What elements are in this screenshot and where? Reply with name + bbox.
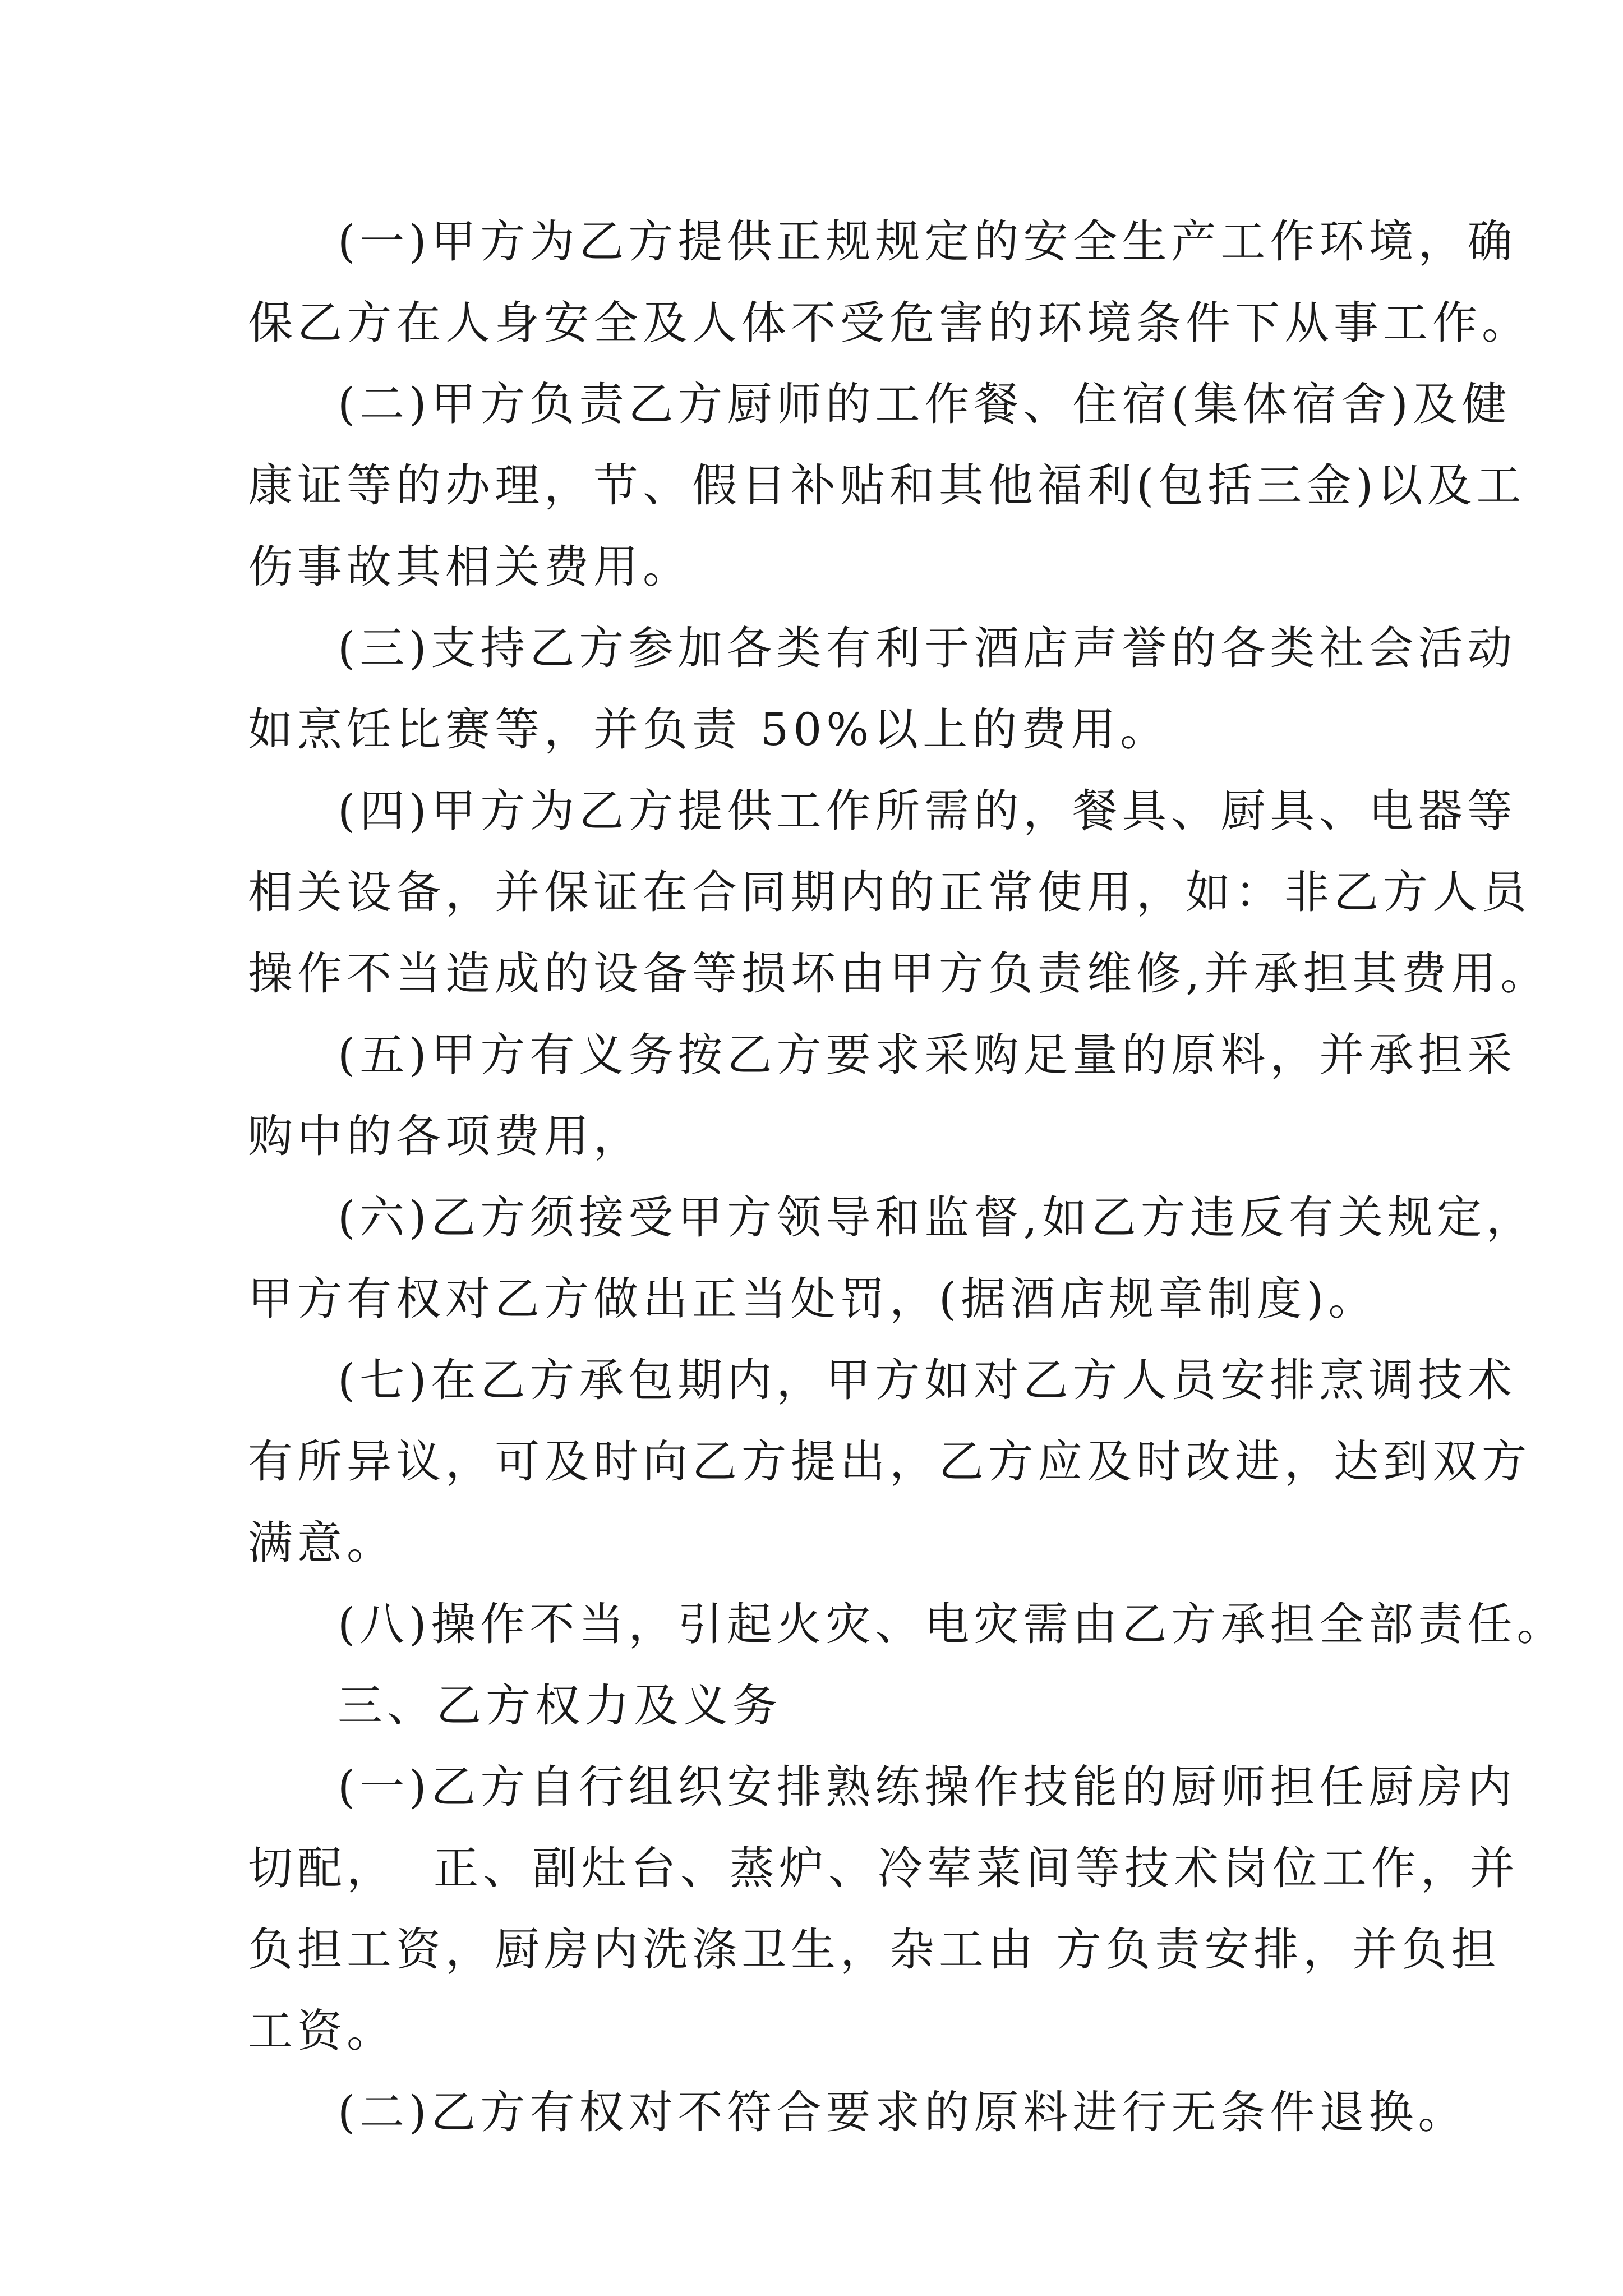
text-line: (一)乙方自行组织安排熟练操作技能的厨师担任厨房内: [338, 1761, 1517, 1813]
paragraph-7: [248, 1340, 1531, 1584]
heading-line: 三、乙方权力及义务: [338, 1680, 782, 1732]
text-line: (二)甲方负责乙方厨师的工作餐、住宿(集体宿舍)及健: [338, 378, 1511, 430]
text-line: 满意。: [248, 1517, 396, 1569]
text-line: 切配， 正、副灶台、蒸炉、冷荤菜间等技术岗位工作，并: [248, 1842, 1519, 1894]
text-line: 康证等的办理，节、假日补贴和其他福利(包括三金)以及工: [248, 459, 1526, 512]
text-line: (三)支持乙方参加各类有利于酒店声誉的各类社会活动: [338, 622, 1517, 674]
paragraph-6: [248, 1177, 1536, 1340]
text-line: 工资。: [248, 2005, 396, 2057]
text-line: (五)甲方有义务按乙方要求采购足量的原料，并承担采: [338, 1029, 1517, 1081]
text-line: 伤事故其相关费用。: [248, 541, 692, 593]
text-line: 如烹饪比赛等，并负责 50%以上的费用。: [248, 703, 1170, 756]
text-line: 操作不当造成的设备等损坏由甲方负责维修,并承担其费用。: [248, 947, 1550, 1000]
paragraph-10: [248, 2072, 1468, 2153]
text-line: (四)甲方为乙方提供工作所需的，餐具、厨具、电器等: [338, 785, 1517, 837]
text-line: 保乙方在人身安全及人体不受危害的环境条件下从事工作。: [248, 297, 1531, 349]
paragraph-4: [248, 770, 1550, 1014]
text-line: (一)甲方为乙方提供正规规定的安全生产工作环境，确: [338, 215, 1517, 268]
text-line: (二)乙方有权对不符合要求的原料进行无条件退换。: [338, 2086, 1468, 2138]
text-line: (七)在乙方承包期内，甲方如对乙方人员安排烹调技术: [338, 1354, 1517, 1406]
text-line: 负担工资，厨房内洗涤卫生，杂工由 方负责安排，并负担: [248, 1924, 1501, 1976]
text-line: 购中的各项费用，: [248, 1110, 643, 1162]
paragraph-1: [248, 201, 1531, 364]
paragraph-8: [248, 1584, 1566, 1665]
section-heading: [248, 1665, 1392, 1746]
paragraph-5: [248, 1014, 1517, 1177]
paragraph-3: [248, 608, 1517, 770]
text-line: 相关设备，并保证在合同期内的正常使用，如：非乙方人员: [248, 866, 1531, 918]
text-line: (六)乙方须接受甲方领导和监督,如乙方违反有关规定，: [338, 1191, 1536, 1244]
paragraph-9: [248, 1746, 1519, 2072]
text-line: (八)操作不当，引起火灾、电灾需由乙方承担全部责任。: [338, 1598, 1566, 1650]
paragraph-2: [248, 364, 1526, 608]
text-line: 甲方有权对乙方做出正当处罚，(据酒店规章制度)。: [248, 1273, 1378, 1325]
document-body: [248, 201, 1566, 2153]
text-line: 有所异议，可及时向乙方提出，乙方应及时改进，达到双方: [248, 1435, 1531, 1488]
